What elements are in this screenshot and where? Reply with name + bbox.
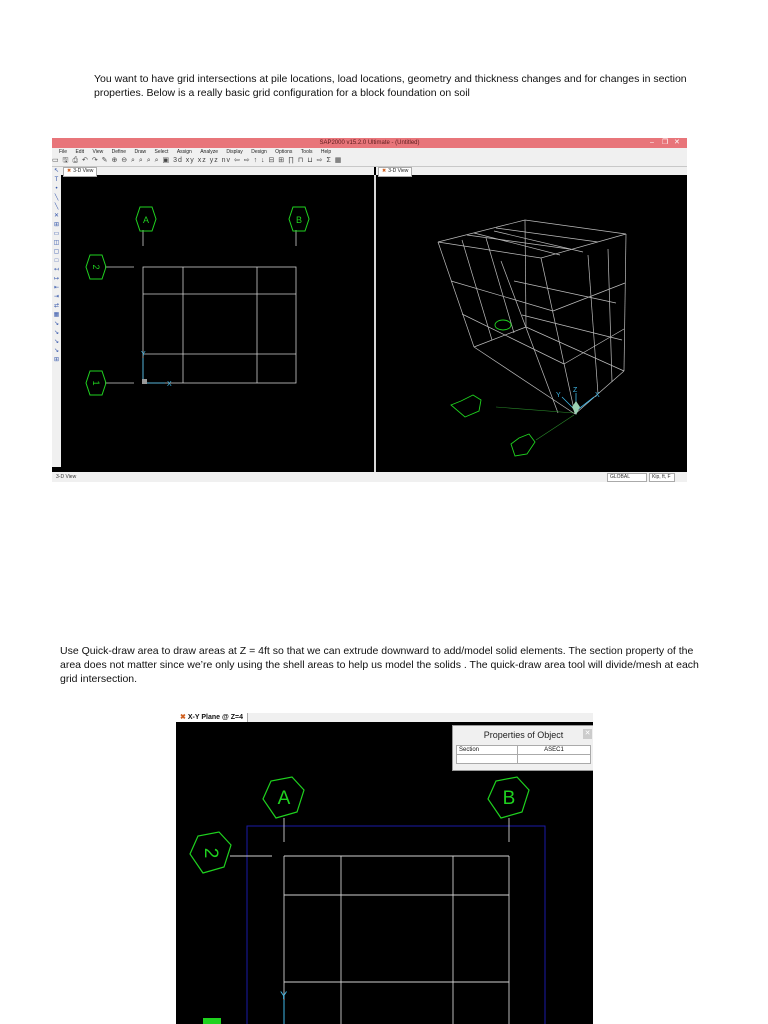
snap-left-icon[interactable]: ↤ (53, 267, 60, 273)
table-row (457, 755, 591, 764)
properties-title: Properties of Object (483, 730, 564, 740)
property-value[interactable]: ASEC1 (518, 746, 591, 755)
axis-label-x: X (167, 381, 172, 388)
table-row (457, 746, 591, 755)
table-icon[interactable]: ⊞ (53, 357, 60, 363)
select-arrow-icon[interactable]: ↘ (53, 339, 60, 345)
menu-design[interactable]: Design (251, 149, 267, 155)
global-axes-indicator (284, 1000, 316, 1024)
coord-system-select[interactable]: GLOBAL (607, 473, 647, 482)
menu-file[interactable]: File (59, 149, 68, 155)
properties-table (456, 745, 591, 764)
axis-label-y-3d: Y (556, 392, 561, 399)
property-value[interactable] (518, 755, 591, 764)
grid-bubble-1-partial (203, 1018, 221, 1024)
grid-icon[interactable]: ⊞ (53, 222, 60, 228)
left-plan-view[interactable] (61, 175, 374, 472)
property-name: Section (457, 746, 518, 755)
sap2000-window-screenshot (52, 138, 687, 482)
xy-plane-tabbar (176, 713, 593, 722)
window-title-bar (52, 138, 687, 148)
quick-draw-paragraph: Use Quick-draw area to draw areas at Z = 4ft so that we can extrude downward to add/model solid elements. The section property of the area does not matter since we’re only using the shell areas to help us model the solids . The quick-draw area tool will divide/mesh at each grid intersection. (60, 645, 699, 685)
menu-assign[interactable]: Assign (176, 149, 192, 155)
menu-view[interactable]: View (92, 149, 104, 155)
quick-area-icon[interactable]: ▢ (53, 249, 60, 255)
close-tab-icon[interactable]: ✖ (67, 168, 72, 174)
grid-label-a: A (277, 788, 291, 809)
status-view-label: 3-D View (56, 474, 77, 480)
tab-left-3d-view[interactable]: ✖ 3-D View (63, 167, 97, 177)
window-title: SAP2000 v15.2.0 Ultimate - (Untitled) (319, 140, 420, 146)
left-view-tabbar (61, 167, 374, 175)
origin-marker (142, 379, 147, 384)
properties-of-object-panel[interactable] (452, 725, 593, 771)
tab-xy-plane[interactable]: ✖ X-Y Plane @ Z=4 (176, 713, 248, 722)
property-name (457, 755, 518, 764)
pointer-icon[interactable]: ↖ (53, 168, 60, 174)
brace-icon[interactable]: ✕ (53, 213, 60, 219)
rect-area-icon[interactable]: ◫ (53, 240, 60, 246)
frame-icon[interactable]: ╲ (54, 195, 59, 201)
menu-edit[interactable]: Edit (75, 149, 85, 155)
menu-define[interactable]: Define (111, 149, 127, 155)
draw-side-toolbar (52, 167, 61, 467)
quick-frame-icon[interactable]: ╲ (54, 204, 59, 210)
axis-label-x-3d: X (595, 392, 600, 399)
grid-label-b: B (502, 788, 516, 809)
close-button[interactable]: ✕ (674, 139, 680, 146)
select-arrow-icon[interactable]: ↘ (53, 321, 60, 327)
snap-mid-icon[interactable]: ⇄ (53, 303, 60, 309)
close-tab-icon[interactable]: ✖ (180, 714, 186, 721)
snap-grid-icon[interactable]: ▦ (53, 312, 60, 318)
text-icon[interactable]: T (54, 177, 59, 183)
menu-bar (52, 148, 687, 156)
grid-label-b: B (295, 215, 303, 225)
grid-label-2: 2 (200, 847, 221, 859)
snap-start-icon[interactable]: ⇤ (53, 285, 60, 291)
main-toolbar-icons[interactable]: ▭ 🖫 ⎙ ↶ ↷ ✎ ⊕ ⊖ ⌕ ⌕ ⌕ ⌕ ▣ 3d xy xz yz nv ⇦ ⇨ ↑ ↓ ⊟ ⊞ ∏ ⊓ ⊔ ⇨ Σ ▦ (52, 156, 687, 167)
right-3d-view[interactable] (376, 175, 687, 472)
minimize-button[interactable]: – (650, 139, 654, 146)
axis-label-y: Y (280, 990, 288, 1002)
maximize-button[interactable]: ❐ (662, 139, 669, 146)
grid-bubble-3d-3 (495, 320, 511, 330)
intro-paragraph: You want to have grid intersections at pile locations, load locations, geometry and thickness changes and for changes in section properties. Below is a really basic grid configuration for a block foundation on soil (94, 73, 687, 99)
snap-right-icon[interactable]: ↦ (53, 276, 60, 282)
menu-help[interactable]: Help (320, 149, 332, 155)
snap-end-icon[interactable]: ⇥ (53, 294, 60, 300)
xy-plane-screenshot (176, 713, 593, 1024)
menu-tools[interactable]: Tools (300, 149, 313, 155)
close-tab-icon[interactable]: ✖ (382, 168, 387, 174)
axis-label-z-3d: Z (573, 387, 578, 394)
menu-select[interactable]: Select (154, 149, 169, 155)
solid-icon[interactable]: □ (54, 258, 59, 264)
menu-options[interactable]: Options (275, 149, 293, 155)
close-icon[interactable]: ✕ (584, 730, 591, 737)
solid-top-face (438, 220, 626, 258)
foundation-outline (143, 267, 296, 383)
menu-analyze[interactable]: Analyze (200, 149, 219, 155)
select-arrow-icon[interactable]: ↘ (53, 348, 60, 354)
select-arrow-icon[interactable]: ↘ (53, 330, 60, 336)
grid-bubble-3d-2 (511, 434, 535, 456)
grid-label-2: 2 (91, 264, 101, 270)
area-icon[interactable]: ▭ (53, 231, 60, 237)
axis-label-y: Y (141, 351, 146, 358)
grid-label-1: 1 (91, 380, 101, 386)
status-bar (52, 472, 687, 482)
units-select[interactable]: Kip, ft, F (649, 473, 675, 482)
menu-draw[interactable]: Draw (134, 149, 147, 155)
menu-display[interactable]: Display (226, 149, 243, 155)
tab-right-3d-view[interactable]: ✖ 3-D View (378, 167, 412, 177)
grid-label-a: A (142, 215, 150, 225)
point-icon[interactable]: • (55, 186, 58, 192)
grid-bubble-3d-1 (451, 395, 481, 417)
right-view-tabbar (376, 167, 687, 175)
